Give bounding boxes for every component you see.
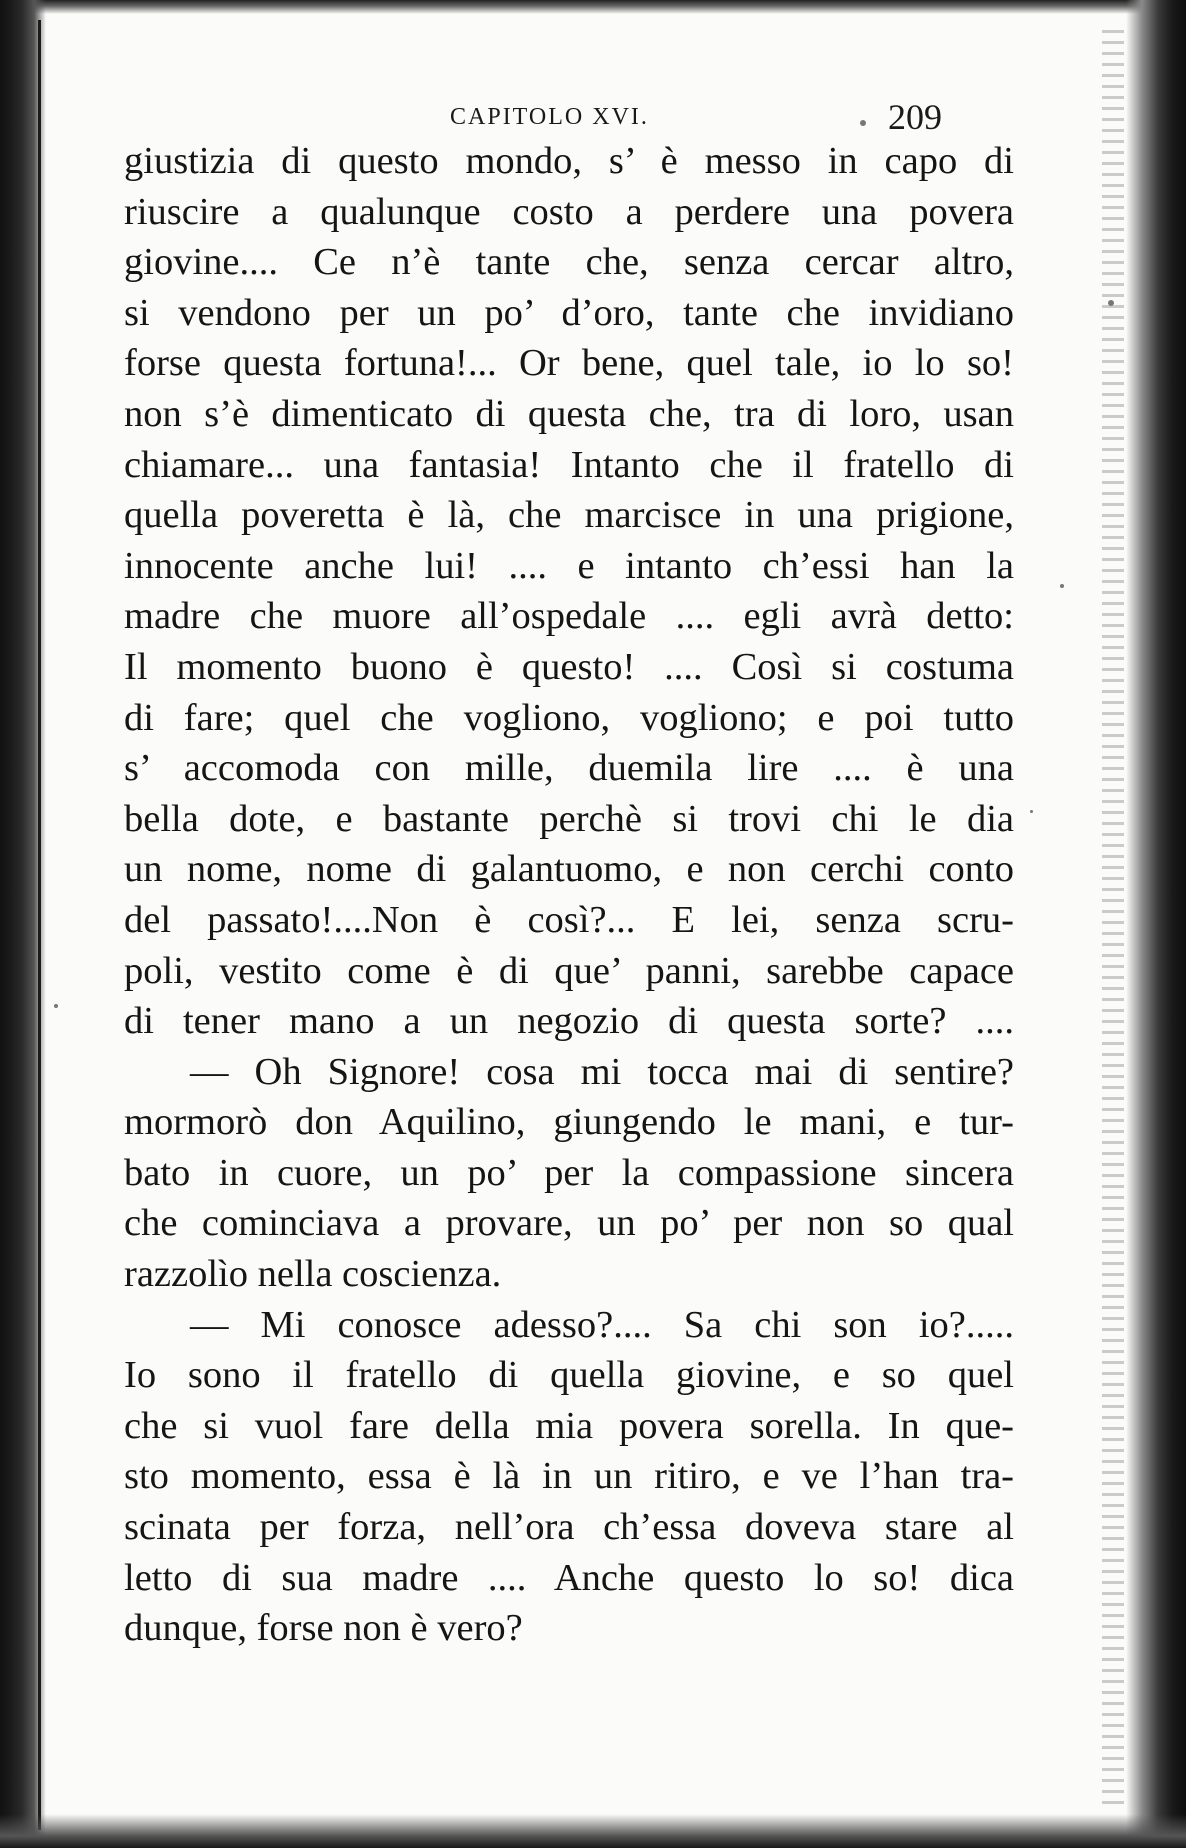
page-right-shadow: [1102, 30, 1124, 1810]
ink-speck: [54, 1004, 58, 1008]
text-line: s’ accomoda con mille, duemila lire .... è una: [124, 747, 1014, 790]
text-line: madre che muore all’ospedale .... egli avrà detto:: [124, 595, 1014, 638]
body-text: [124, 136, 1014, 1654]
text-line: un nome, nome di galantuomo, e non cerchi conto: [124, 848, 1014, 891]
ink-speck: [1060, 584, 1064, 588]
text-line: giustizia di questo mondo, s’ è messo in capo di: [124, 140, 1014, 182]
page-top-edge: [0, 0, 1186, 14]
page-right-edge: [1126, 0, 1186, 1848]
text-line: — Oh Signore! cosa mi tocca mai di sentire?: [190, 1050, 1014, 1093]
text-line: — Mi conosce adesso?.... Sa chi son io?.....: [190, 1303, 1014, 1346]
text-line: bato in cuore, un po’ per la compassione sincera: [124, 1151, 1014, 1194]
text-line: Io sono il fratello di quella giovine, e so quel: [124, 1354, 1014, 1397]
text-line: si vendono per un po’ d’oro, tante che invidiano: [124, 291, 1014, 334]
text-line: razzolìo nella coscienza.: [124, 1253, 502, 1296]
text-line: di fare; quel che vogliono, vogliono; e poi tutto: [124, 696, 1014, 739]
text-line: scinata per forza, nell’ora ch’essa doveva stare al: [124, 1506, 1014, 1549]
text-line: forse questa fortuna!... Or bene, quel tale, io lo so!: [124, 342, 1014, 385]
page-number: 209: [888, 97, 942, 137]
page-bottom-edge: [0, 1814, 1186, 1848]
text-line: mormorò don Aquilino, giungendo le mani, e tur-: [124, 1101, 1014, 1144]
text-line: sto momento, essa è là in un ritiro, e ve l’han tra-: [124, 1455, 1014, 1498]
running-title: CAPITOLO XVI.: [450, 104, 649, 130]
text-line: letto di sua madre .... Anche questo lo so! dica: [124, 1556, 1014, 1599]
page-header: [0, 96, 1186, 140]
ink-speck: [1108, 300, 1114, 306]
text-line: dunque, forse non è vero?: [124, 1607, 523, 1650]
text-line: non s’è dimenticato di questa che, tra di loro, usan: [124, 392, 1014, 435]
text-line: quella poveretta è là, che marcisce in una prigione,: [124, 494, 1014, 537]
text-line: che si vuol fare della mia povera sorella. In que-: [124, 1404, 1014, 1447]
text-line: riuscire a qualunque costo a perdere una povera: [124, 190, 1014, 233]
text-line: del passato!....Non è così?... E lei, senza scru-: [124, 898, 1014, 941]
ink-speck: [1030, 810, 1033, 813]
text-line: bella dote, e bastante perchè si trovi chi le dia: [124, 797, 1014, 840]
text-line: Il momento buono è questo! .... Così si costuma: [124, 645, 1014, 688]
text-line: poli, vestito come è di que’ panni, sarebbe capace: [124, 949, 1014, 992]
text-line: giovine.... Ce n’è tante che, senza cercar altro,: [124, 241, 1014, 284]
text-line: chiamare... una fantasia! Intanto che il fratello di: [124, 443, 1014, 486]
text-line: che cominciava a provare, un po’ per non so qual: [124, 1202, 1014, 1245]
text-line: di tener mano a un negozio di questa sorte? ....: [124, 1000, 1014, 1043]
binding-line: [38, 20, 41, 1830]
text-line: innocente anche lui! .... e intanto ch’essi han la: [124, 544, 1014, 587]
